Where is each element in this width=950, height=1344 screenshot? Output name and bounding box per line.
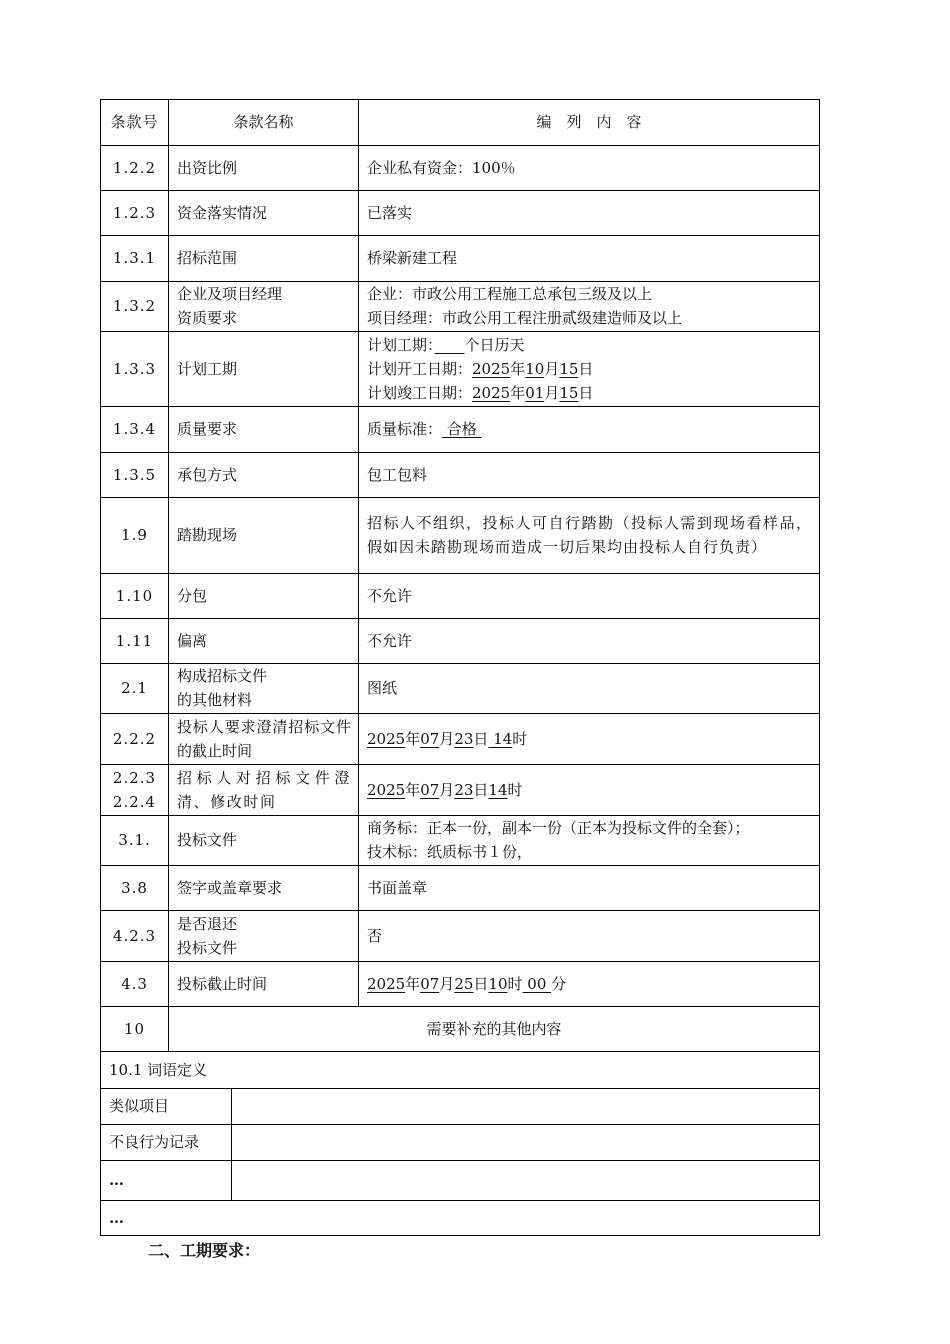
definition-more: …	[109, 1208, 124, 1227]
row-number: 1.11	[115, 631, 154, 650]
row-name: 投标人要求澄清招标文件的截止时间	[177, 717, 351, 760]
row-content: 企业私有资金：100％	[367, 158, 516, 177]
row-number: 4.2.3	[112, 926, 157, 945]
header-clause-name: 条款名称	[233, 113, 294, 131]
date-year: 2025	[367, 729, 406, 748]
definition-value	[231, 1160, 820, 1200]
plan-start-line: 计划开工日期：2025年10月15日	[367, 359, 594, 378]
row-name: 质量要求	[177, 420, 238, 438]
row-content	[358, 331, 820, 406]
start-month: 10	[525, 359, 545, 378]
row-content: 招标人不组织，投标人可自行踏勘（投标人需到现场看样品，假如因未踏勘现场而造成一切后果均由投标人自行负责）	[367, 514, 812, 556]
row-number: 1.10	[115, 586, 154, 605]
row-name-line: 投标文件	[177, 938, 238, 957]
row-name: 分包	[177, 586, 208, 605]
row-number: 1.3.2	[112, 297, 157, 315]
row-name: 偏离	[177, 631, 208, 650]
row-name: 签字或盖章要求	[177, 878, 283, 897]
end-year: 2025	[472, 383, 511, 402]
period-blank	[435, 336, 465, 354]
row-content: 不允许	[367, 631, 413, 650]
row-content	[358, 281, 820, 331]
plan-period-line: 计划工期： 个日历天	[367, 335, 525, 354]
row-number: 1.3.5	[112, 465, 157, 484]
row-content: 图纸	[367, 679, 398, 697]
header-content: 编 列 内 容	[536, 113, 642, 131]
plan-end-line: 计划竣工日期：2025年01月15日	[367, 383, 594, 402]
row-name: 计划工期	[177, 359, 238, 378]
row-content: 桥梁新建工程	[367, 249, 458, 267]
row-number: 2.1	[121, 679, 148, 697]
end-day: 15	[559, 383, 579, 402]
date-year: 2025	[367, 974, 406, 993]
date-month: 07	[420, 974, 440, 993]
row-content: 否	[367, 926, 383, 945]
row-content: 不允许	[367, 586, 413, 605]
row-name: 承包方式	[177, 465, 238, 484]
row-content: 2025 年 07 月 23 日 14 时	[358, 764, 820, 815]
end-month: 01	[525, 383, 545, 402]
row-name-line: 资质要求	[177, 309, 238, 327]
definitions-title: 10.1 词语定义	[109, 1060, 208, 1079]
row-name	[168, 910, 359, 961]
date-month: 07	[420, 780, 440, 799]
row-number: 1.3.3	[112, 359, 157, 378]
row-number: 3.8	[121, 878, 148, 897]
date-day: 23	[454, 780, 474, 799]
row-name: 踏勘现场	[177, 526, 238, 544]
row-content: 2025 年 07 月 25 日 10 时 00 分	[358, 961, 820, 1006]
row-number: 1.3.1	[112, 249, 157, 267]
start-year: 2025	[472, 359, 511, 378]
row-number-line: 2.2.4	[112, 792, 157, 811]
start-day: 15	[559, 359, 579, 378]
row-content: 包工包料	[367, 465, 428, 484]
row-name-line: 构成招标文件	[177, 667, 268, 685]
row-number: 1.3.4	[112, 420, 157, 438]
row-number: 1.9	[121, 526, 148, 544]
row-name: 投标文件	[177, 831, 238, 849]
date-year: 2025	[367, 780, 406, 799]
row-number-line: 2.2.3	[112, 768, 157, 787]
row-name: 资金落实情况	[177, 203, 268, 222]
row-name: 投标截止时间	[177, 974, 268, 993]
row-content: 已落实	[367, 203, 413, 222]
content-line: 项目经理：市政公用工程注册贰级建造师及以上	[367, 309, 683, 327]
definition-value	[231, 1124, 820, 1160]
row-number: 3.1.	[118, 831, 151, 849]
definition-term: 不良行为记录	[109, 1133, 200, 1151]
row-content: 书面盖章	[367, 878, 428, 897]
header-clause-number: 条款号	[110, 113, 159, 131]
content-line: 技术标：纸质标书１份，	[367, 843, 533, 861]
row-name	[168, 281, 359, 331]
definition-value	[231, 1088, 820, 1124]
row-name-line: 是否退还	[177, 914, 238, 933]
date-day: 25	[454, 974, 474, 993]
content-line: 企业：市政公用工程施工总承包三级及以上	[367, 285, 653, 303]
definition-term: …	[109, 1171, 124, 1189]
row-name: 招标人对招标文件澄清、修改时间	[177, 768, 351, 811]
row-content: 质量标准： 合格	[358, 406, 820, 452]
row-name-line: 的其他材料	[177, 691, 253, 709]
row-name	[168, 663, 359, 713]
date-hour: 14	[488, 780, 508, 799]
row-number: 10	[123, 1019, 146, 1038]
section-heading: 二、工期要求：	[148, 1241, 261, 1260]
row-number: 1.2.2	[112, 158, 157, 177]
date-minute: 00	[522, 974, 552, 993]
row-content: 2025 年 07 月 23 日 14 时	[358, 713, 820, 764]
row-name: 招标范围	[177, 249, 238, 267]
date-month: 07	[420, 729, 440, 748]
row-number: 1.2.3	[112, 203, 157, 222]
row-number: 4.3	[121, 974, 148, 993]
date-day: 23	[454, 729, 474, 748]
row-name-line: 企业及项目经理	[177, 285, 283, 303]
row-content	[358, 815, 820, 865]
quality-value: 合格	[442, 420, 482, 438]
row-name: 出资比例	[177, 158, 238, 177]
content-line: 商务标：正本一份，副本一份（正本为投标文件的全套）；	[367, 819, 750, 837]
supplement-title: 需要补充的其他内容	[426, 1019, 562, 1038]
definition-term: 类似项目	[109, 1097, 170, 1115]
date-hour: 14	[488, 729, 513, 748]
row-number: 2.2.2	[112, 729, 157, 748]
date-hour: 10	[488, 974, 508, 993]
row-number	[100, 764, 169, 815]
